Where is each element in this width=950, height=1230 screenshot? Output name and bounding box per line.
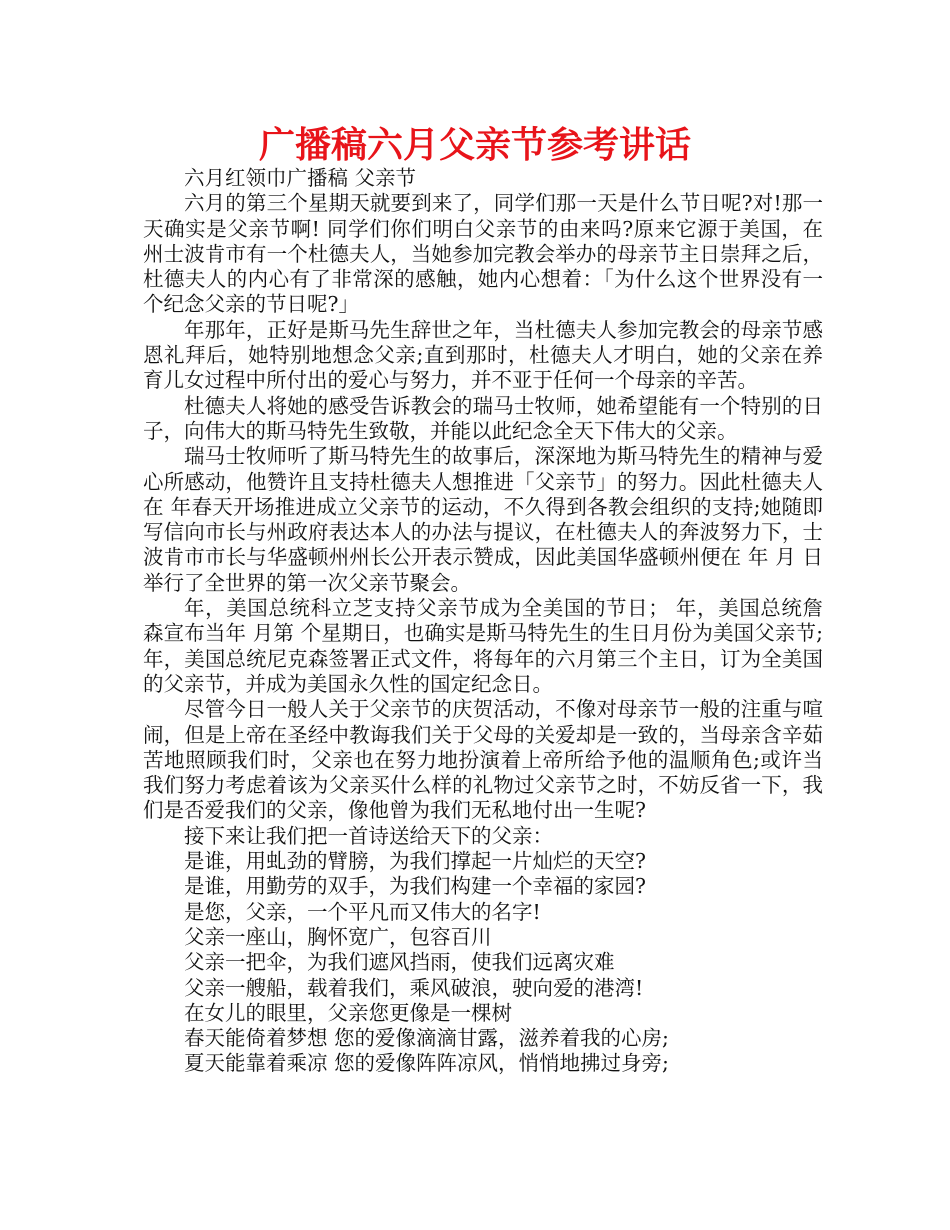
document-body — [143, 166, 823, 1077]
paragraph-movement: 瑞马士牧师听了斯马特先生的故事后，深深地为斯马特先生的精神与爱心所感动，他赞许且支持杜德夫人想推进「父亲节」的努力。因此杜德夫人在 年春天开场推进成立父亲节的运动，不久得到各教会组织的支持;她随即写信向市长与州政府表达本人的办法与提议，在杜德夫人的奔波努力下，士波肯市市长与华盛顿州州长公开表示赞成，因此美国华盛顿州便在 年 月 日举行了全世界的第一次父亲节聚会。 — [143, 444, 823, 595]
poem-line: 是谁，用虬劲的臂膀，为我们撑起一片灿烂的天空? — [184, 849, 646, 874]
paragraph-subtitle: 六月红领巾广播稿 父亲节 — [184, 166, 417, 190]
poem-line: 父亲一把伞，为我们遮风挡雨，使我们远离灾难 — [184, 950, 615, 975]
poem-line: 接下来让我们把一首诗送给天下的父亲： — [184, 823, 553, 848]
poem-line: 春天能倚着梦想 您的爱像滴滴甘露，滋养着我的心房; — [184, 1026, 669, 1051]
paragraph-intro: 六月的第三个星期天就要到来了，同学们那一天是什么节日呢?对!那一天确实是父亲节啊! 同学们你们明白父亲节的由来吗?原来它源于美国，在 州士波肯市有一个杜德夫人，当她参加完教会举办的母亲节主日崇拜之后，杜德夫人的内心有了非常深的感触，她内心想着：「为什么这个世界没有一个纪念父亲的节日呢?」 — [143, 191, 823, 317]
paragraph-reflection: 尽管今日一般人关于父亲节的庆贺活动，不像对母亲节一般的注重与喧闹，但是上帝在圣经中教诲我们关于父母的关爱却是一致的，当母亲含辛茹苦地照顾我们时，父亲也在努力地扮演着上帝所给予他的温顺角色;或许当我们努力考虑着该为父亲买什么样的礼物过父亲节之时，不妨反省一下，我们是否爱我们的父亲，像他曾为我们无私地付出一生呢? — [143, 697, 823, 823]
poem-line: 在女儿的眼里，父亲您更像是一棵树 — [184, 1000, 512, 1025]
poem-line: 夏天能靠着乘凉 您的爱像阵阵凉风，悄悄地拂过身旁; — [184, 1051, 669, 1076]
paragraph-pastor: 杜德夫人将她的感受告诉教会的瑞马士牧师，她希望能有一个特别的日子，向伟大的斯马特先生致敬，并能以此纪念全天下伟大的父亲。 — [143, 393, 823, 443]
poem-line: 父亲一艘船，载着我们，乘风破浪，驶向爱的港湾! — [184, 975, 644, 1000]
paragraph-presidents: 年，美国总统科立芝支持父亲节成为全美国的节日； 年，美国总统詹森宣布当年 月第 个星期日，也确实是斯马特先生的生日月份为美国父亲节; 年，美国总统尼克森签署正式文件，将每年的六月第三个主日，订为全美国的父亲节，并成为美国永久性的国定纪念日。 — [143, 596, 823, 696]
poem-line: 父亲一座山，胸怀宽广，包容百川 — [184, 924, 492, 949]
paragraph-year: 年那年，正好是斯马先生辞世之年，当杜德夫人参加完教会的母亲节感恩礼拜后，她特别地想念父亲;直到那时，杜德夫人才明白，她的父亲在养育儿女过程中所付出的爱心与努力，并不亚于任何一个母亲的辛苦。 — [143, 317, 823, 393]
poem-line: 是您，父亲，一个平凡而又伟大的名字! — [184, 899, 541, 924]
document-title: 广播稿六月父亲节参考讲话 — [258, 125, 691, 166]
poem-line: 是谁，用勤劳的双手，为我们构建一个幸福的家园? — [184, 874, 646, 899]
